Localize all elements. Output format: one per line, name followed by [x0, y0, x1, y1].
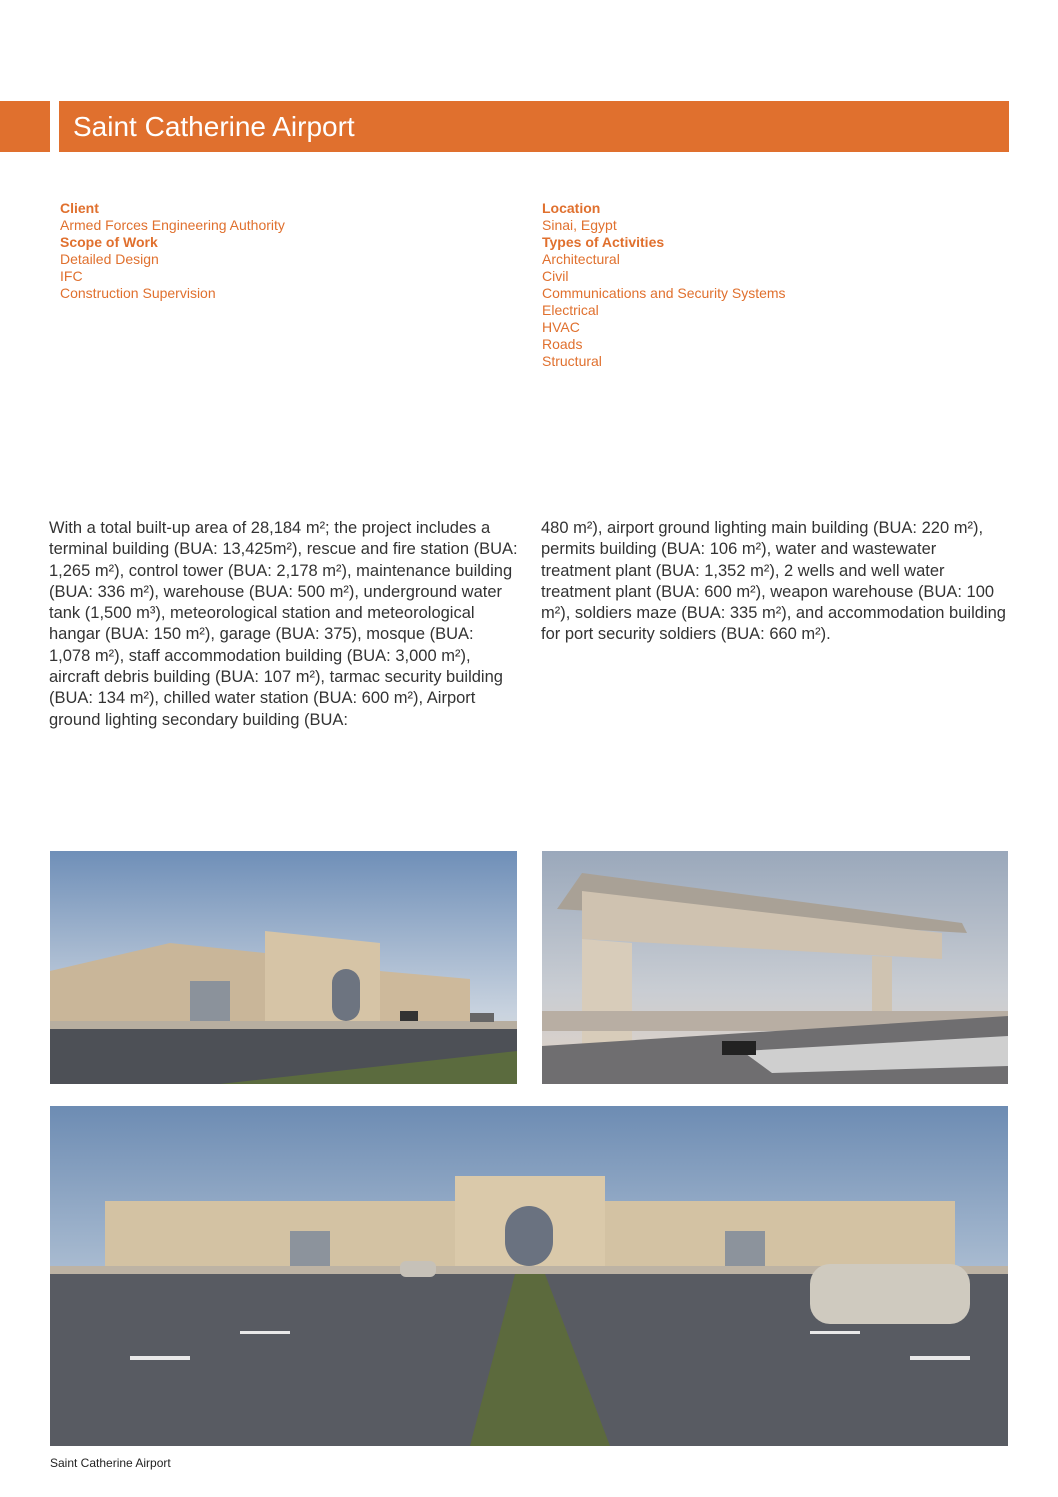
terminal-perspective-photo	[50, 851, 517, 1084]
meta-value: Electrical	[542, 302, 599, 318]
accent-block	[0, 101, 50, 152]
photo-caption: Saint Catherine Airport	[50, 1456, 171, 1470]
meta-value: Construction Supervision	[60, 285, 216, 301]
meta-right	[542, 200, 786, 370]
meta-left	[60, 200, 285, 302]
meta-label: Scope of Work	[60, 234, 158, 250]
meta-value: Armed Forces Engineering Authority	[60, 217, 285, 233]
meta-label: Types of Activities	[542, 234, 665, 250]
terminal-front-photo	[50, 1106, 1008, 1446]
meta-value: Sinai, Egypt	[542, 217, 617, 233]
meta-value: Roads	[542, 336, 583, 352]
meta-value: Architectural	[542, 251, 620, 267]
meta-label: Location	[542, 200, 601, 216]
body-text-left: With a total built-up area of 28,184 m²; the project includes a terminal building (BUA: 13,425m²), rescue and fire station (BUA: 1,265 m²), control tower (BUA: 2,178 m²), maintenance building (BUA: 336 m²), warehouse (BUA: 500 m²), underground water tank (1,500 m³), meteorological station and meteorological hangar (BUA: 150 m²), garage (BUA: 375), mosque (BUA: 1,078 m²), staff accommodation building (BUA: 3,000 m²), aircraft debris building (BUA: 107 m²), tarmac security building (BUA: 134 m²), chilled water station (BUA: 600 m²), Airport ground lighting secondary building (BUA:	[49, 519, 518, 729]
meta-value: Communications and Security Systems	[542, 285, 786, 301]
security-gate-photo	[542, 851, 1008, 1084]
meta-value: Structural	[542, 353, 602, 369]
meta-value: HVAC	[542, 319, 580, 335]
page-title: Saint Catherine Airport	[59, 101, 1009, 152]
meta-value: Civil	[542, 268, 569, 284]
meta-value: Detailed Design	[60, 251, 159, 267]
meta-label: Client	[60, 200, 99, 216]
body-text-right: 480 m²), airport ground lighting main building (BUA: 220 m²), permits building (BUA: 106 m²), water and wastewater treatment plant (BUA: 1,352 m²), 2 wells and well water treatment plant (BUA: 600 m²), weapon warehouse (BUA: 100 m²), soldiers maze (BUA: 335 m²), and accommodation building for port security soldiers (BUA: 660 m²).	[541, 519, 1006, 644]
meta-value: IFC	[60, 268, 83, 284]
